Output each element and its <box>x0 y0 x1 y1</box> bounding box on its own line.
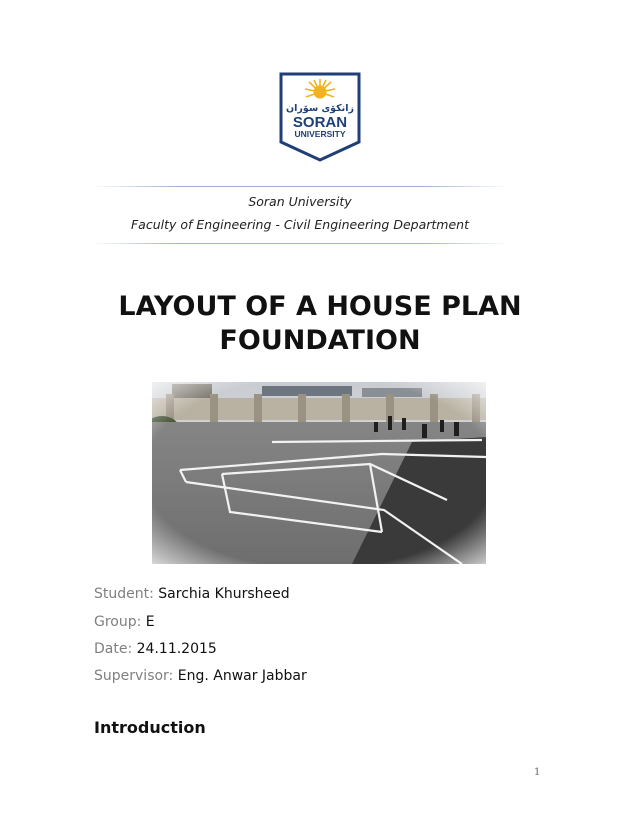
foundation-layout-photo <box>152 382 486 564</box>
institution-top-rule <box>90 186 510 187</box>
institution-block <box>90 186 510 244</box>
date-value: 24.11.2015 <box>136 641 217 657</box>
logo-name-line1: SORAN <box>292 114 348 131</box>
group-row <box>94 614 155 630</box>
group-value: E <box>145 614 155 630</box>
student-row <box>94 586 290 602</box>
logo-name-line2: UNIVERSITY <box>294 129 346 139</box>
document-title <box>60 290 580 358</box>
student-label: Student: <box>94 586 154 602</box>
group-label: Group: <box>94 614 146 630</box>
faculty-department: Faculty of Engineering - Civil Engineering Department <box>130 217 469 232</box>
supervisor-row <box>94 668 307 684</box>
student-value: Sarchia Khursheed <box>158 586 290 602</box>
university-name: Soran University <box>248 194 352 209</box>
date-row <box>94 641 217 657</box>
section-heading: Introduction <box>94 718 206 737</box>
logo-kurdish-text: زانكۆی سۆران <box>286 103 354 114</box>
supervisor-label: Supervisor: <box>94 668 174 684</box>
page-number: 1 <box>534 767 541 778</box>
soran-university-logo <box>277 70 363 164</box>
title-line1: LAYOUT OF A HOUSE PLAN <box>118 291 522 322</box>
title-line2: FOUNDATION <box>219 325 421 356</box>
date-label: Date: <box>94 641 133 657</box>
institution-bottom-rule <box>90 243 510 244</box>
supervisor-value: Eng. Anwar Jabbar <box>177 668 307 684</box>
